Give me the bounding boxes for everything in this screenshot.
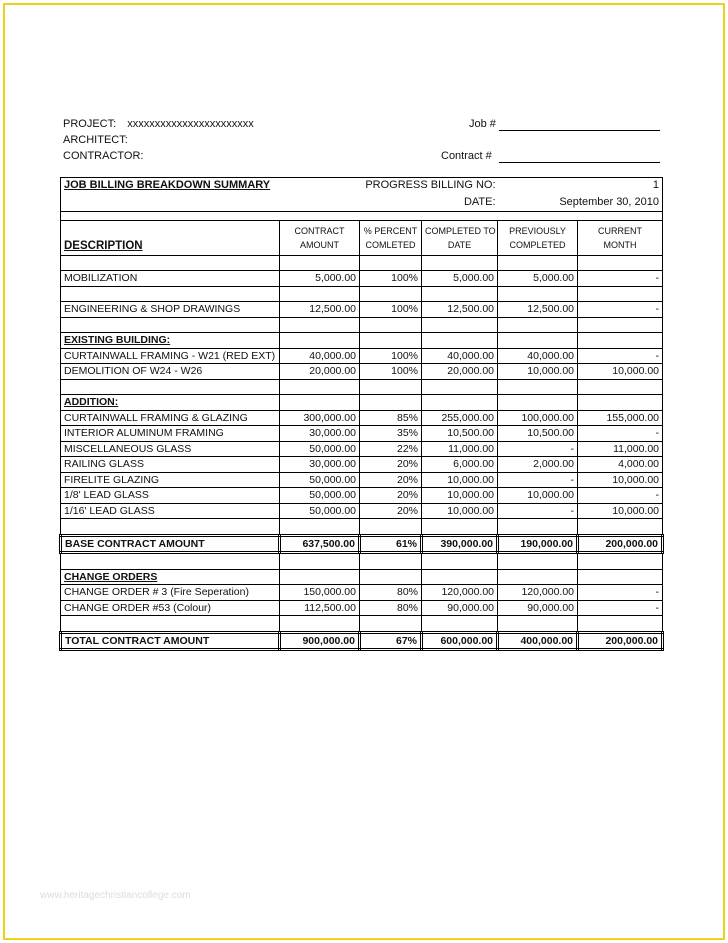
progress-label: PROGRESS BILLING NO: <box>280 178 498 193</box>
table-row: RAILING GLASS 30,000.00 20% 6,000.00 2,000.00 4,000.00 <box>61 457 663 473</box>
table-row: CHANGE ORDER # 3 (Fire Seperation) 150,000.00 80% 120,000.00 120,000.00 - <box>61 585 663 601</box>
section-heading-change-orders: CHANGE ORDERS <box>61 569 663 585</box>
blank-row <box>61 616 663 633</box>
table-row: INTERIOR ALUMINUM FRAMING 30,000.00 35% 10,500.00 10,500.00 - <box>61 426 663 442</box>
table-row: DEMOLITION OF W24 - W26 20,000.00 100% 20,000.00 10,000.00 10,000.00 <box>61 364 663 380</box>
summary-title: JOB BILLING BREAKDOWN SUMMARY <box>61 178 280 193</box>
table-row: ENGINEERING & SHOP DRAWINGS 12,500.00 100% 12,500.00 12,500.00 - <box>61 302 663 318</box>
job-label: Job # <box>469 118 496 130</box>
table-row: MOBILIZATION 5,000.00 100% 5,000.00 5,000.00 - <box>61 271 663 287</box>
percent-header: % PERCENT COMLETED <box>360 220 422 255</box>
table-row: CURTAINWALL FRAMING - W21 (RED EXT) 40,000.00 100% 40,000.00 40,000.00 - <box>61 348 663 364</box>
table-row: CURTAINWALL FRAMING & GLAZING 300,000.00 85% 255,000.00 100,000.00 155,000.00 <box>61 410 663 426</box>
date-value: September 30, 2010 <box>498 193 663 212</box>
table-row: FIRELITE GLAZING 50,000.00 20% 10,000.00 - 10,000.00 <box>61 472 663 488</box>
current-header: CURRENT MONTH <box>578 220 663 255</box>
architect-label: ARCHITECT: <box>63 134 128 146</box>
base-contract-total-row: BASE CONTRACT AMOUNT 637,500.00 61% 390,000.00 190,000.00 200,000.00 <box>61 535 663 553</box>
completed-header: COMPLETED TO DATE <box>422 220 498 255</box>
project-value: xxxxxxxxxxxxxxxxxxxxxxx <box>127 118 254 130</box>
contractor-label: CONTRACTOR: <box>63 150 144 162</box>
table-row: 1/8' LEAD GLASS 50,000.00 20% 10,000.00 10,000.00 - <box>61 488 663 504</box>
blank-row <box>61 255 663 271</box>
project-line <box>63 116 254 132</box>
section-heading-addition: ADDITION: <box>61 395 663 411</box>
blank-row <box>61 553 663 570</box>
total-contract-row: TOTAL CONTRACT AMOUNT 900,000.00 67% 600,000.00 400,000.00 200,000.00 <box>61 632 663 650</box>
spacer-row <box>61 211 663 220</box>
progress-value: 1 <box>498 178 663 193</box>
contract-label: Contract # <box>441 150 492 162</box>
description-header: DESCRIPTION <box>61 220 280 255</box>
table-row: 1/16' LEAD GLASS 50,000.00 20% 10,000.00 - 10,000.00 <box>61 503 663 519</box>
table-row: MISCELLANEOUS GLASS 50,000.00 22% 11,000.00 - 11,000.00 <box>61 441 663 457</box>
billing-table <box>59 177 664 651</box>
contract-amount-header: CONTRACT AMOUNT <box>280 220 360 255</box>
summary-title-row <box>61 178 663 193</box>
date-row <box>61 193 663 212</box>
watermark-text: www.heritagechristiancollege.com <box>40 890 191 901</box>
job-field[interactable] <box>499 130 660 131</box>
previously-header: PREVIOUSLY COMPLETED <box>498 220 578 255</box>
blank-row <box>61 286 663 302</box>
column-header-row <box>61 220 663 255</box>
table-row: CHANGE ORDER #53 (Colour) 112,500.00 80% 90,000.00 90,000.00 - <box>61 600 663 616</box>
blank-row <box>61 519 663 536</box>
contract-field[interactable] <box>499 162 660 163</box>
blank-row <box>61 317 663 333</box>
section-heading-existing: EXISTING BUILDING: <box>61 333 663 349</box>
blank-row <box>61 379 663 395</box>
project-label: PROJECT: <box>63 118 117 130</box>
date-label: DATE: <box>280 193 498 212</box>
